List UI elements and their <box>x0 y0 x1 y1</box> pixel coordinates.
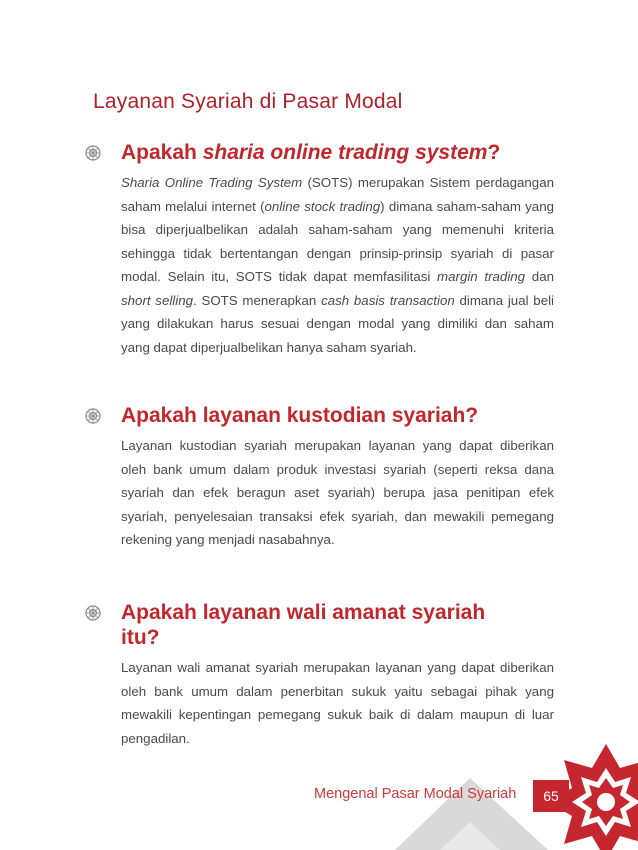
answer-italic-term: online stock trading <box>264 198 381 214</box>
answer-text-run: dimana jual beli yang dilakukan harus sesuai dengan modal yang dimiliki dan saham yang dapat diperjualbelikan hanya saham syariah. <box>121 292 555 355</box>
answer-paragraph: Layanan wali amanat syariah merupakan layanan yang dapat diberikan oleh bank umum dalam penerbitan sukuk yaitu sebagai pihak yang mewakili kepentingan pemegang sukuk baik di dalam maupun di luar pengadilan. <box>121 660 554 746</box>
answer-paragraph: Layanan kustodian syariah merupakan layanan yang dapat diberikan oleh bank umum dalam produk investasi syariah (seperti reksa dana syariah dan efek beragun aset syariah) berupa jasa penitipan efek syariah, penyelesaian transaksi efek syariah, dan mewakili pemegang rekening yang menjadi nasabahnya. <box>121 438 554 547</box>
answer-italic-term: Sharia Online Trading System <box>121 175 303 190</box>
answer-italic-term: cash basis transaction <box>321 292 455 308</box>
question-italic-text: sharia online trading system <box>202 141 488 164</box>
answer-italic-term: short selling <box>121 292 194 308</box>
answer-text-run: (SOTS) merupakan Sistem perdagangan saham melalui internet ( <box>121 175 554 214</box>
footer-book-title: Mengenal Pasar Modal Syariah <box>314 786 517 802</box>
page-number-badge: 65 <box>533 780 569 812</box>
question-mark: ? <box>487 141 501 164</box>
answer-text-run: ) dimana saham-saham yang bisa diperjualbelikan adalah saham-saham yang memenuhi kriteria sehingga tidak bertentangan dengan prinsip-prinsip syariah di pasar modal. Selain itu, SOTS tidak dapat memfasilitasi <box>121 198 554 284</box>
question-heading: Apakah layanan wali amanat syariah itu? <box>121 601 486 649</box>
section-title: Layanan Syariah di Pasar Modal <box>93 90 403 113</box>
answer-text-run: . SOTS menerapkan <box>193 292 322 308</box>
answer-text-run: dan <box>525 269 554 284</box>
answer-italic-term: margin trading <box>437 269 526 284</box>
question-text: Apakah <box>121 141 203 164</box>
question-heading: Apakah layanan kustodian syariah? <box>121 404 479 427</box>
